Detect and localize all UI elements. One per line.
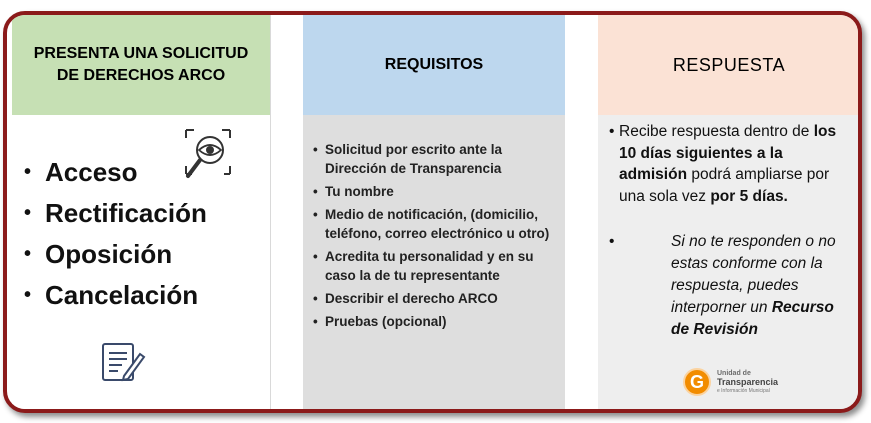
list-item: • Oposición <box>24 239 173 269</box>
requisitos-title: REQUISITOS <box>384 56 484 73</box>
solicitud-title: PRESENTA UNA SOLICITUD DE DERECHOS ARCO <box>33 45 249 84</box>
respuesta-title: RESPUESTA <box>672 54 786 75</box>
requisitos-list <box>313 140 561 335</box>
list-item: • Medio de notificación, (domicilio, teléfono, correo electrónico u otro) <box>313 205 561 243</box>
list-item: • Cancelación <box>24 280 199 310</box>
arco-infographic <box>3 11 862 413</box>
list-item: • Describir el derecho ARCO <box>313 289 561 308</box>
unidad-transparencia-logo: G Unidad de Transparencia e Información Municipal <box>683 367 795 397</box>
recurso-revision-text: • Si no te responden o no estas conforme con la respuesta, puedes interporner un Recurso de Revisión <box>609 233 836 338</box>
column-body-respuesta <box>598 115 860 409</box>
column-body-requisitos <box>303 115 565 409</box>
list-item: • Acceso <box>24 157 138 187</box>
column-requisitos <box>303 15 565 409</box>
column-solicitud <box>12 15 271 409</box>
derechos-list <box>24 152 207 316</box>
list-item: • Rectificación <box>24 198 207 228</box>
column-header-requisitos <box>303 15 565 115</box>
list-item: • Pruebas (opcional) <box>313 312 561 331</box>
column-respuesta <box>598 15 860 409</box>
logo-mark-icon: G <box>683 368 711 396</box>
list-item: • Acredita tu personalidad y en su caso la de tu representante <box>313 247 561 285</box>
list-item: • Solicitud por escrito ante la Dirección de Transparencia <box>313 140 561 178</box>
respuesta-plazo-text: • Recibe respuesta dentro de los 10 días siguientes a la admisión podrá ampliarse por una sola vez por 5 días. <box>609 123 837 205</box>
column-header-respuesta <box>598 15 860 115</box>
column-header-solicitud <box>12 15 271 115</box>
document-pen-icon <box>100 340 146 384</box>
list-item: • Tu nombre <box>313 182 561 201</box>
column-body-solicitud <box>12 115 271 409</box>
